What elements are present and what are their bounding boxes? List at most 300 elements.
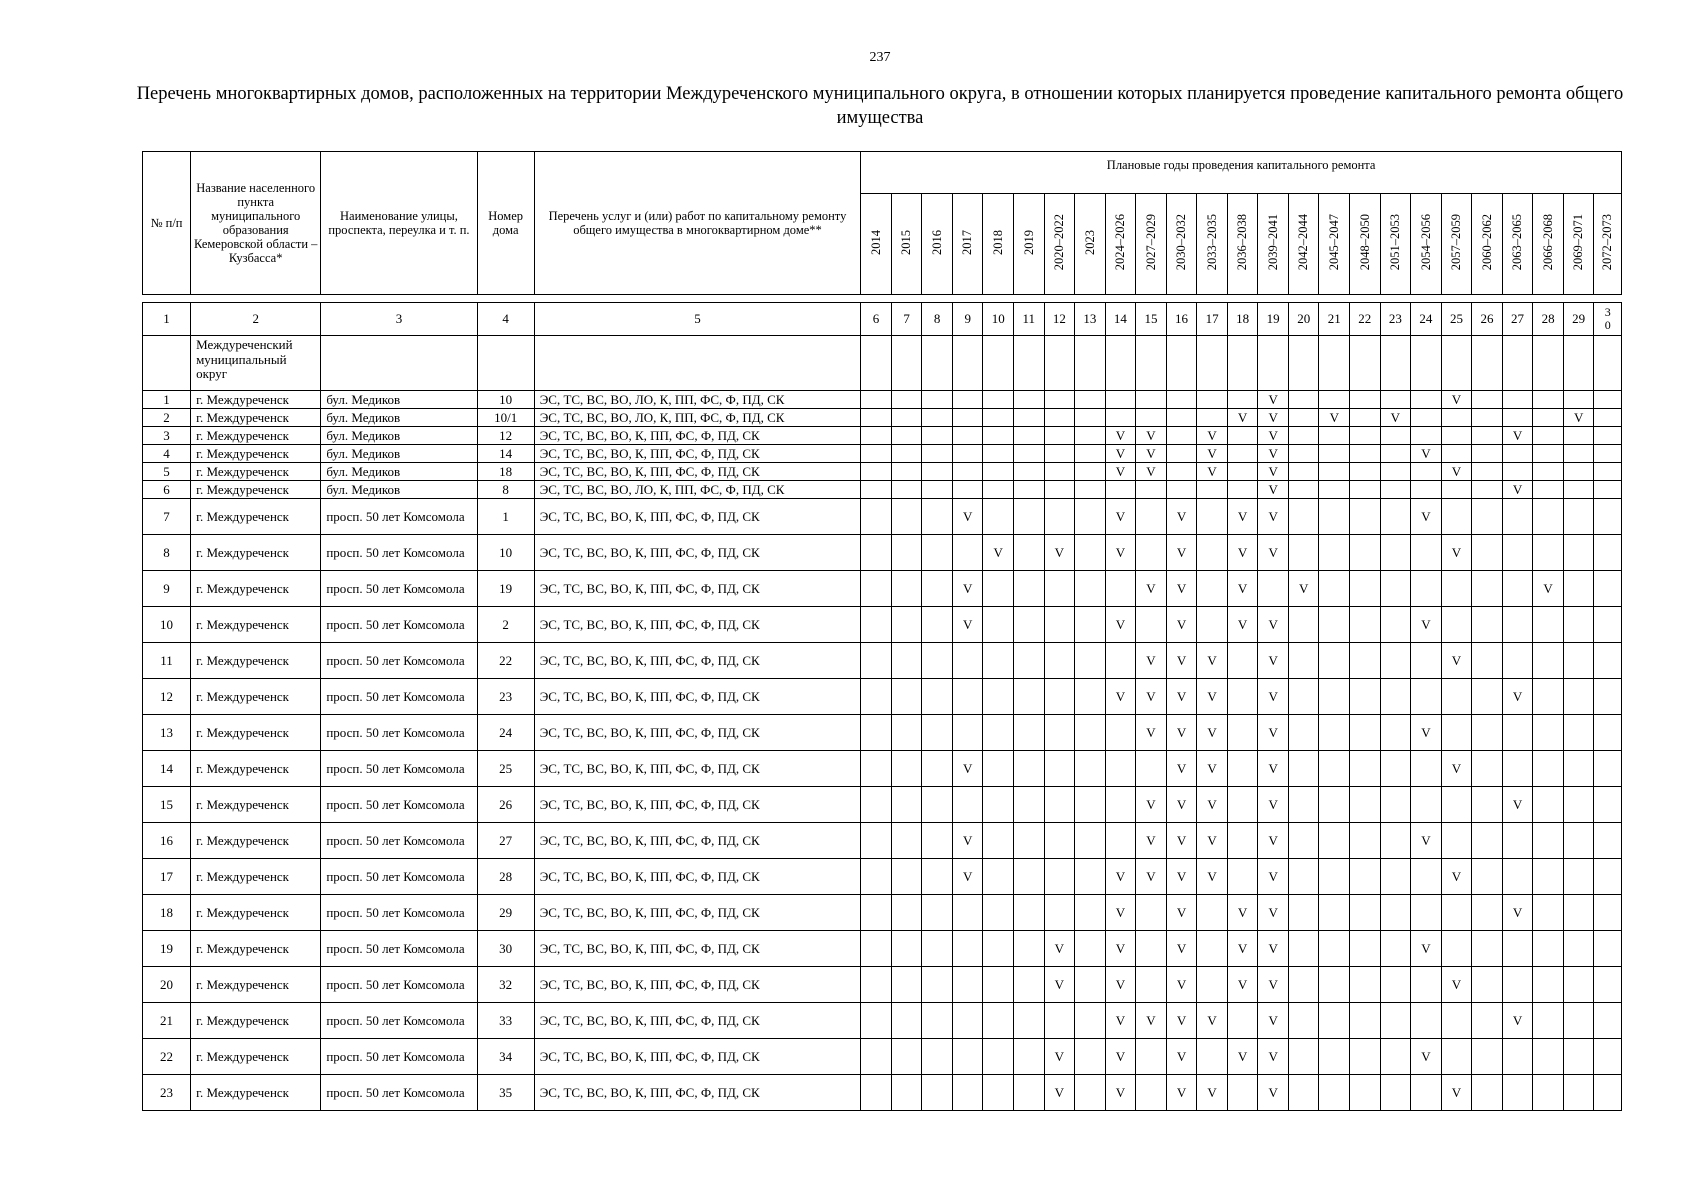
year-mark: V: [1136, 823, 1167, 859]
table-row: [143, 967, 1622, 1003]
year-cell: [1594, 463, 1622, 481]
row-house-number: 28: [477, 859, 534, 895]
year-mark: V: [1197, 445, 1228, 463]
header-year-4: [952, 194, 983, 295]
year-cell: [1288, 859, 1319, 895]
year-cell: [861, 895, 892, 931]
year-cell: [1472, 679, 1503, 715]
row-number: 14: [143, 751, 191, 787]
row-settlement: г. Междуреченск: [191, 445, 321, 463]
column-number-20: 20: [1288, 303, 1319, 336]
year-cell: [1411, 409, 1442, 427]
year-mark: V: [1411, 445, 1442, 463]
table-row: [143, 643, 1622, 679]
year-label: 2030–2032: [1174, 214, 1189, 271]
row-street: просп. 50 лет Комсомола: [321, 967, 477, 1003]
row-works: ЭС, ТС, ВС, ВО, К, ПП, ФС, Ф, ПД, СК: [534, 1075, 861, 1111]
year-cell: [1594, 607, 1622, 643]
year-cell: [1288, 535, 1319, 571]
year-cell: [1319, 715, 1350, 751]
year-mark: V: [1197, 751, 1228, 787]
year-cell: [861, 1075, 892, 1111]
row-street: бул. Медиков: [321, 391, 477, 409]
row-works: ЭС, ТС, ВС, ВО, К, ПП, ФС, Ф, ПД, СК: [534, 445, 861, 463]
year-cell: [861, 715, 892, 751]
year-mark: V: [1258, 391, 1289, 409]
year-cell: [1441, 823, 1472, 859]
year-cell: [983, 571, 1014, 607]
row-street: просп. 50 лет Комсомола: [321, 571, 477, 607]
year-cell: [1350, 409, 1381, 427]
region-empty-cell: [1319, 336, 1350, 391]
year-cell: [1502, 823, 1533, 859]
year-cell: [861, 859, 892, 895]
year-cell: [1502, 445, 1533, 463]
year-cell: [1380, 607, 1411, 643]
year-cell: [1533, 715, 1564, 751]
row-settlement: г. Междуреченск: [191, 787, 321, 823]
row-street: просп. 50 лет Комсомола: [321, 823, 477, 859]
year-mark: V: [1502, 787, 1533, 823]
year-cell: [1166, 409, 1197, 427]
year-cell: [1136, 535, 1167, 571]
column-number-14: 14: [1105, 303, 1136, 336]
year-cell: [1044, 1003, 1075, 1039]
year-cell: [1014, 967, 1045, 1003]
year-cell: [1533, 643, 1564, 679]
year-cell: [922, 967, 953, 1003]
row-works: ЭС, ТС, ВС, ВО, К, ПП, ФС, Ф, ПД, СК: [534, 751, 861, 787]
year-mark: V: [1258, 1039, 1289, 1075]
row-street: просп. 50 лет Комсомола: [321, 859, 477, 895]
year-label: 2027–2029: [1143, 214, 1158, 271]
column-number-4: 4: [477, 303, 534, 336]
region-empty-cell: [1136, 336, 1167, 391]
row-works: ЭС, ТС, ВС, ВО, К, ПП, ФС, Ф, ПД, СК: [534, 1039, 861, 1075]
year-cell: [1288, 643, 1319, 679]
year-cell: [1380, 445, 1411, 463]
year-cell: [861, 445, 892, 463]
year-mark: V: [952, 859, 983, 895]
year-cell: [1319, 1075, 1350, 1111]
year-cell: [1533, 751, 1564, 787]
year-cell: [1136, 895, 1167, 931]
year-cell: [1075, 445, 1106, 463]
row-settlement: г. Междуреченск: [191, 391, 321, 409]
year-cell: [1411, 787, 1442, 823]
year-mark: V: [1136, 715, 1167, 751]
year-cell: [891, 787, 922, 823]
year-cell: [952, 409, 983, 427]
year-cell: [983, 607, 1014, 643]
year-cell: [983, 463, 1014, 481]
year-cell: [1472, 895, 1503, 931]
year-cell: [1533, 823, 1564, 859]
region-empty-cell: [1227, 336, 1258, 391]
year-mark: V: [1166, 1075, 1197, 1111]
year-cell: [1319, 643, 1350, 679]
region-empty-cell: [922, 336, 953, 391]
year-cell: [861, 967, 892, 1003]
year-mark: V: [1166, 499, 1197, 535]
year-mark: V: [1166, 715, 1197, 751]
year-cell: [922, 859, 953, 895]
column-number-11: 11: [1014, 303, 1045, 336]
table-row: [143, 1039, 1622, 1075]
region-empty-cell: [1533, 336, 1564, 391]
year-cell: [1563, 535, 1594, 571]
row-settlement: г. Междуреченск: [191, 643, 321, 679]
year-cell: [1411, 481, 1442, 499]
year-cell: [891, 499, 922, 535]
row-number: 12: [143, 679, 191, 715]
table-row: [143, 931, 1622, 967]
year-cell: [1380, 427, 1411, 445]
row-street: просп. 50 лет Комсомола: [321, 499, 477, 535]
year-cell: [1075, 751, 1106, 787]
year-cell: [1319, 1003, 1350, 1039]
year-cell: [1380, 751, 1411, 787]
year-cell: [1350, 607, 1381, 643]
region-empty-cell: [1411, 336, 1442, 391]
year-cell: [1197, 967, 1228, 1003]
year-cell: [1075, 427, 1106, 445]
year-mark: V: [1166, 679, 1197, 715]
year-cell: [1319, 427, 1350, 445]
row-house-number: 34: [477, 1039, 534, 1075]
region-row: [143, 336, 1622, 391]
column-number-6: 6: [861, 303, 892, 336]
year-cell: [1014, 499, 1045, 535]
year-cell: [1380, 931, 1411, 967]
table-row: [143, 787, 1622, 823]
year-mark: V: [983, 535, 1014, 571]
year-cell: [1411, 427, 1442, 445]
year-mark: V: [1319, 409, 1350, 427]
year-cell: [983, 679, 1014, 715]
year-cell: [1350, 427, 1381, 445]
header-year-3: [922, 194, 953, 295]
year-cell: [1075, 535, 1106, 571]
year-cell: [1533, 481, 1564, 499]
year-mark: V: [1166, 931, 1197, 967]
row-settlement: г. Междуреченск: [191, 499, 321, 535]
row-settlement: г. Междуреченск: [191, 859, 321, 895]
year-cell: [1533, 607, 1564, 643]
year-mark: V: [1411, 715, 1442, 751]
table-row: [143, 1075, 1622, 1111]
year-mark: V: [1136, 571, 1167, 607]
year-cell: [1197, 571, 1228, 607]
year-mark: V: [1044, 535, 1075, 571]
year-cell: [922, 409, 953, 427]
row-number: 2: [143, 409, 191, 427]
year-cell: [1563, 931, 1594, 967]
row-street: бул. Медиков: [321, 427, 477, 445]
year-cell: [891, 679, 922, 715]
year-cell: [1075, 931, 1106, 967]
year-cell: [1197, 535, 1228, 571]
year-mark: V: [1166, 1039, 1197, 1075]
region-empty-cell: [1594, 336, 1622, 391]
year-mark: V: [1105, 1039, 1136, 1075]
region-empty-cell: [891, 336, 922, 391]
row-number: 6: [143, 481, 191, 499]
year-cell: [891, 895, 922, 931]
row-house-number: 29: [477, 895, 534, 931]
table-row: [143, 463, 1622, 481]
row-number: 15: [143, 787, 191, 823]
year-cell: [1563, 643, 1594, 679]
year-cell: [1472, 643, 1503, 679]
year-cell: [1075, 1075, 1106, 1111]
column-number-16: 16: [1166, 303, 1197, 336]
header-year-19: [1411, 194, 1442, 295]
year-mark: V: [1258, 481, 1289, 499]
year-cell: [1533, 1003, 1564, 1039]
year-cell: [1411, 571, 1442, 607]
year-mark: V: [1105, 967, 1136, 1003]
year-cell: [1380, 391, 1411, 409]
year-cell: [1227, 859, 1258, 895]
column-numbers-row: [143, 303, 1622, 336]
year-mark: V: [1197, 823, 1228, 859]
year-cell: [1014, 445, 1045, 463]
year-cell: [1594, 859, 1622, 895]
table-row: [143, 715, 1622, 751]
year-cell: [1472, 823, 1503, 859]
year-cell: [1472, 481, 1503, 499]
year-cell: [1380, 463, 1411, 481]
row-street: бул. Медиков: [321, 463, 477, 481]
year-cell: [1533, 679, 1564, 715]
year-cell: [1472, 1039, 1503, 1075]
year-cell: [1319, 607, 1350, 643]
year-cell: [1044, 391, 1075, 409]
region-empty-cell: [1380, 336, 1411, 391]
year-mark: V: [1441, 391, 1472, 409]
year-cell: [952, 1003, 983, 1039]
column-number-10: 10: [983, 303, 1014, 336]
year-cell: [922, 643, 953, 679]
year-mark: V: [1258, 607, 1289, 643]
year-cell: [1594, 679, 1622, 715]
column-number-9: 9: [952, 303, 983, 336]
row-settlement: г. Междуреченск: [191, 463, 321, 481]
year-mark: V: [1227, 535, 1258, 571]
year-cell: [1227, 643, 1258, 679]
year-cell: [952, 1039, 983, 1075]
year-cell: [1380, 967, 1411, 1003]
header-year-16: [1319, 194, 1350, 295]
year-cell: [1533, 859, 1564, 895]
year-cell: [1472, 751, 1503, 787]
year-cell: [1563, 823, 1594, 859]
year-cell: [983, 643, 1014, 679]
year-mark: V: [1166, 1003, 1197, 1039]
year-cell: [1014, 571, 1045, 607]
year-cell: [1136, 1039, 1167, 1075]
year-label: 2019: [1021, 229, 1036, 255]
year-cell: [1319, 823, 1350, 859]
year-cell: [1472, 463, 1503, 481]
header-house-number: Номер дома: [477, 152, 534, 295]
row-works: ЭС, ТС, ВС, ВО, К, ПП, ФС, Ф, ПД, СК: [534, 823, 861, 859]
year-cell: [1136, 751, 1167, 787]
header-year-23: [1533, 194, 1564, 295]
year-mark: V: [1227, 607, 1258, 643]
year-cell: [1502, 859, 1533, 895]
year-cell: [983, 967, 1014, 1003]
year-cell: [1288, 751, 1319, 787]
year-cell: [1014, 931, 1045, 967]
year-mark: V: [1136, 679, 1167, 715]
year-cell: [922, 679, 953, 715]
year-cell: [1472, 391, 1503, 409]
year-mark: V: [1197, 427, 1228, 445]
year-mark: V: [1563, 409, 1594, 427]
row-number: 7: [143, 499, 191, 535]
year-cell: [983, 895, 1014, 931]
year-mark: V: [1258, 499, 1289, 535]
year-cell: [861, 643, 892, 679]
year-cell: [922, 751, 953, 787]
year-mark: V: [1044, 1075, 1075, 1111]
year-mark: V: [1258, 463, 1289, 481]
year-cell: [1319, 859, 1350, 895]
region-number-cell: [143, 336, 191, 391]
column-number-13: 13: [1075, 303, 1106, 336]
year-mark: V: [952, 607, 983, 643]
column-number-12: 12: [1044, 303, 1075, 336]
year-cell: [1319, 463, 1350, 481]
year-cell: [1350, 931, 1381, 967]
year-cell: [891, 427, 922, 445]
row-settlement: г. Междуреченск: [191, 427, 321, 445]
column-number-1: 1: [143, 303, 191, 336]
region-empty-cell: [1105, 336, 1136, 391]
year-cell: [891, 931, 922, 967]
year-cell: [1044, 895, 1075, 931]
year-cell: [1044, 643, 1075, 679]
header-year-14: [1258, 194, 1289, 295]
row-settlement: г. Междуреченск: [191, 931, 321, 967]
year-mark: V: [1258, 427, 1289, 445]
header-settlement: Название населенного пункта муниципального образования Кемеровской области – Кузбасса*: [191, 152, 321, 295]
year-cell: [1288, 823, 1319, 859]
row-settlement: г. Междуреченск: [191, 679, 321, 715]
header-year-21: [1472, 194, 1503, 295]
column-number-23: 23: [1380, 303, 1411, 336]
row-number: 16: [143, 823, 191, 859]
year-cell: [1350, 823, 1381, 859]
table-row: [143, 391, 1622, 409]
year-cell: [1350, 571, 1381, 607]
row-street: просп. 50 лет Комсомола: [321, 751, 477, 787]
year-cell: [1380, 1075, 1411, 1111]
year-cell: [1380, 643, 1411, 679]
row-settlement: г. Междуреченск: [191, 1075, 321, 1111]
year-cell: [922, 391, 953, 409]
year-cell: [1319, 445, 1350, 463]
region-name: Междуреченский муниципальный округ: [191, 336, 321, 391]
year-mark: V: [1258, 823, 1289, 859]
year-cell: [1594, 751, 1622, 787]
column-number-26: 26: [1472, 303, 1503, 336]
year-cell: [922, 895, 953, 931]
year-label: 2039–2041: [1265, 214, 1280, 271]
year-cell: [1044, 715, 1075, 751]
year-cell: [1044, 823, 1075, 859]
year-cell: [1197, 895, 1228, 931]
year-cell: [1014, 787, 1045, 823]
year-cell: [1197, 499, 1228, 535]
year-cell: [1044, 427, 1075, 445]
year-cell: [1044, 463, 1075, 481]
header-year-9: [1105, 194, 1136, 295]
year-mark: V: [1105, 859, 1136, 895]
year-cell: [1502, 1039, 1533, 1075]
year-cell: [891, 607, 922, 643]
year-cell: [1350, 643, 1381, 679]
year-cell: [1441, 409, 1472, 427]
row-house-number: 35: [477, 1075, 534, 1111]
year-label: 2060–2062: [1479, 214, 1494, 271]
year-cell: [1105, 823, 1136, 859]
row-settlement: г. Междуреченск: [191, 535, 321, 571]
year-mark: V: [1411, 499, 1442, 535]
year-cell: [861, 679, 892, 715]
year-cell: [983, 859, 1014, 895]
row-number: 1: [143, 391, 191, 409]
year-mark: V: [1197, 859, 1228, 895]
region-empty-cell: [1472, 336, 1503, 391]
region-empty-cell: [861, 336, 892, 391]
table-row: [143, 571, 1622, 607]
year-cell: [1441, 481, 1472, 499]
year-mark: V: [952, 499, 983, 535]
row-street: просп. 50 лет Комсомола: [321, 1003, 477, 1039]
year-cell: [1594, 931, 1622, 967]
year-cell: [1594, 571, 1622, 607]
year-cell: [1350, 481, 1381, 499]
row-house-number: 10: [477, 391, 534, 409]
year-cell: [1014, 463, 1045, 481]
row-works: ЭС, ТС, ВС, ВО, К, ПП, ФС, Ф, ПД, СК: [534, 463, 861, 481]
year-cell: [1441, 787, 1472, 823]
year-cell: [891, 751, 922, 787]
year-cell: [1380, 823, 1411, 859]
year-mark: V: [1227, 931, 1258, 967]
header-year-5: [983, 194, 1014, 295]
year-mark: V: [1227, 1039, 1258, 1075]
year-label: 2063–2065: [1510, 214, 1525, 271]
year-cell: [1227, 751, 1258, 787]
year-cell: [891, 463, 922, 481]
year-label: 2057–2059: [1449, 214, 1464, 271]
year-cell: [1594, 823, 1622, 859]
column-number-7: 7: [891, 303, 922, 336]
row-street: бул. Медиков: [321, 445, 477, 463]
year-cell: [952, 895, 983, 931]
region-empty-cell: [1502, 336, 1533, 391]
header-year-18: [1380, 194, 1411, 295]
year-mark: V: [1258, 895, 1289, 931]
year-cell: [1044, 607, 1075, 643]
row-street: просп. 50 лет Комсомола: [321, 931, 477, 967]
year-cell: [922, 1039, 953, 1075]
year-mark: V: [1105, 1075, 1136, 1111]
